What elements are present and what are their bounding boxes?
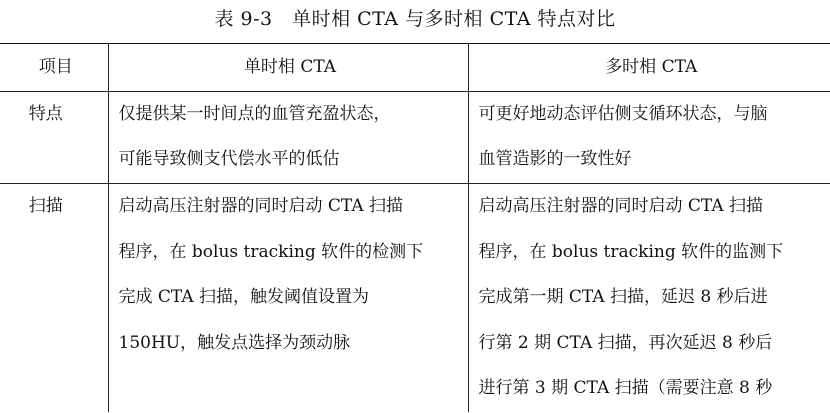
cell-line: 仅提供某一时间点的血管充盈状态， bbox=[118, 104, 391, 124]
cell-line: 可更好地动态评估侧支循环状态，与脑 bbox=[478, 104, 768, 124]
table-caption: 表 9-3 单时相 CTA 与多时相 CTA 特点对比 bbox=[214, 8, 616, 30]
table-body bbox=[0, 92, 830, 412]
header-multi-phase: 多时相 CTA bbox=[468, 44, 830, 92]
cell-single-feature bbox=[108, 92, 468, 184]
header-single-phase: 单时相 CTA bbox=[108, 44, 468, 92]
cell-line: 程序，在 bolus tracking 软件的检测下 bbox=[118, 241, 424, 262]
cell-line: 血管造影的一致性好 bbox=[478, 149, 632, 169]
cell-line: 进行第 3 期 CTA 扫描（需要注意 8 秒 bbox=[478, 378, 773, 398]
cell-multi-scan bbox=[468, 184, 830, 412]
cell-line: 150HU，触发点选择为颈动脉 bbox=[118, 332, 351, 353]
cell-line: 行第 2 期 CTA 扫描，再次延迟 8 秒后 bbox=[478, 332, 773, 353]
cell-line: 启动高压注射器的同时启动 CTA 扫描 bbox=[478, 196, 764, 216]
cell-line: 启动高压注射器的同时启动 CTA 扫描 bbox=[118, 196, 404, 216]
cell-line: 完成第一期 CTA 扫描，延迟 8 秒后进 bbox=[478, 287, 768, 307]
row-label-feature: 特点 bbox=[0, 92, 100, 184]
header-item: 项目 bbox=[0, 44, 108, 92]
cell-single-scan bbox=[108, 184, 468, 412]
cell-line: 完成 CTA 扫描，触发阈值设置为 bbox=[118, 287, 370, 307]
table-row bbox=[0, 184, 830, 412]
cell-line: 可能导致侧支代偿水平的低估 bbox=[118, 149, 340, 169]
table-header bbox=[0, 44, 830, 92]
header-row bbox=[0, 44, 830, 92]
table-row bbox=[0, 92, 830, 184]
cell-line: 程序，在 bolus tracking 软件的监测下 bbox=[478, 241, 784, 262]
cell-multi-feature bbox=[468, 92, 830, 184]
row-label-scan: 扫描 bbox=[0, 184, 100, 412]
comparison-table bbox=[0, 43, 830, 412]
